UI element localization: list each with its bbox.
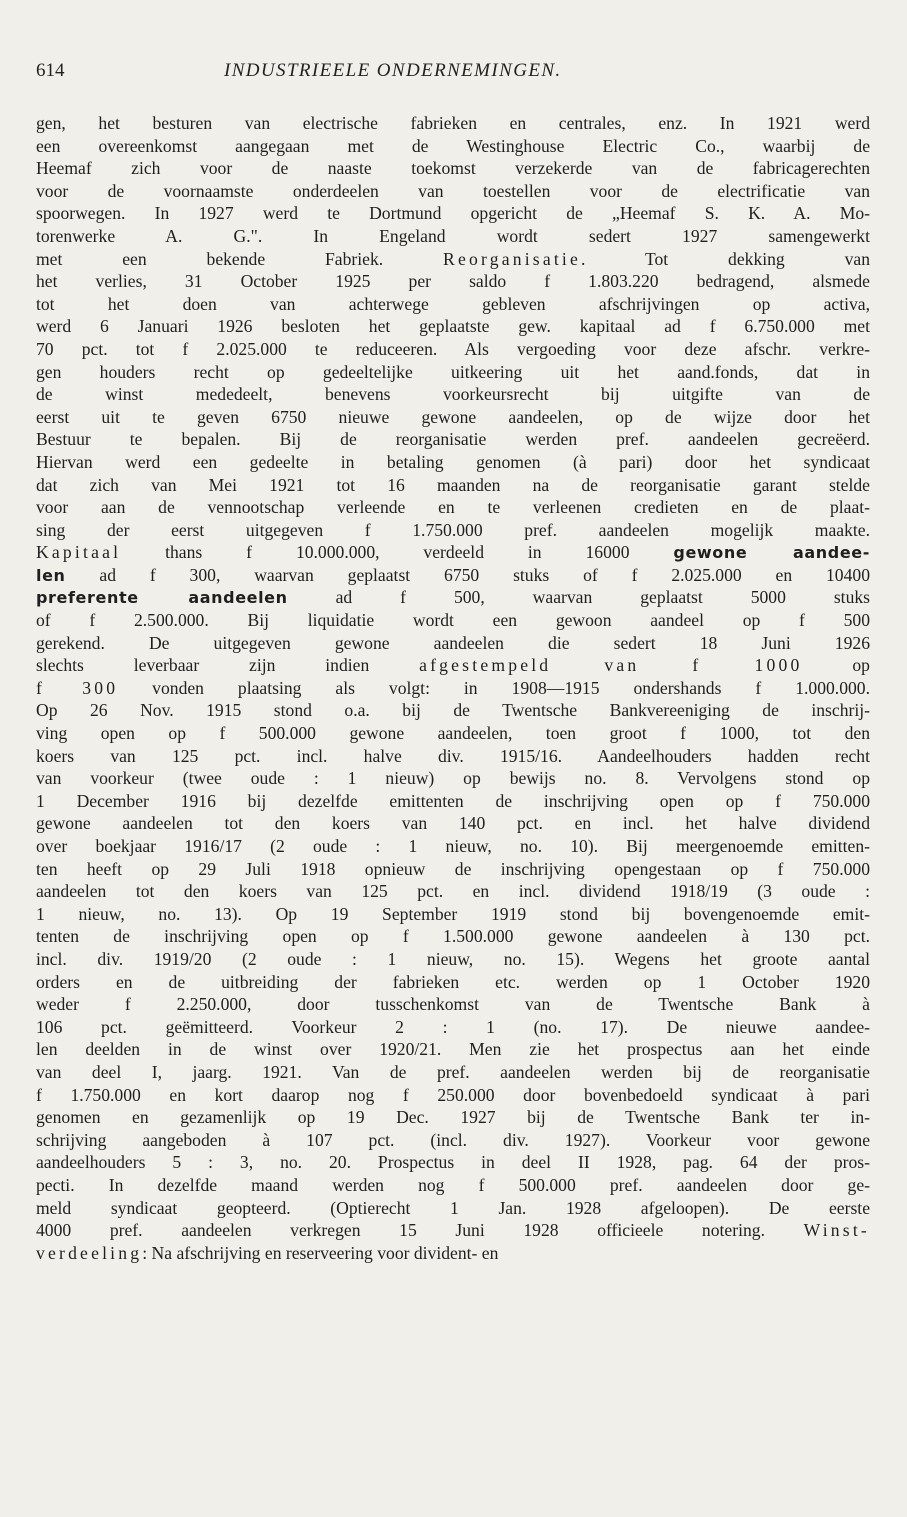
text-line: van voorkeur (twee oude : 1 nieuw) op bewijs no. 8. Vervolgens stond op [36,768,870,789]
text-line: tenten de inschrijving open op f 1.500.000 gewone aandeelen à 130 pct. [36,926,870,947]
text-line: len ad f 300, waarvan geplaatst 6750 stuks of f 2.025.000 en 10400 [36,564,870,585]
text-line: 70 pct. tot f 2.025.000 te reduceeren. Als vergoeding voor deze afschr. verkre- [36,338,870,359]
text-line: voor aan de vennootschap verleende en te verleenen credieten en de plaat- [36,497,870,518]
bold-heading: gewone aandee- [673,543,870,563]
text-line: orders en de uitbreiding der fabrieken etc. werden op 1 October 1920 [36,971,870,992]
text-line: incl. div. 1919/20 (2 oude : 1 nieuw, no. 15). Wegens het groote aantal [36,948,870,969]
text-line: sing der eerst uitgegeven f 1.750.000 pref. aandeelen mogelijk maakte. [36,519,870,540]
text-line: gen, het besturen van electrische fabrieken en centrales, enz. In 1921 werd [36,113,870,133]
bold-heading: preferente aandeelen [36,588,288,608]
text-line: weder f 2.250.000, door tusschenkomst van de Twentsche Bank à [36,994,870,1015]
text-line: f 300 vonden plaatsing als volgt: in 1908—1915 ondershands f 1.000.000. [36,677,870,698]
text-line: f 1.750.000 en kort daarop nog f 250.000 door bovenbedoeld syndicaat à pari [36,1084,870,1105]
text-line: preferente aandeelen ad f 500, waarvan geplaatst 5000 stuks [36,587,870,608]
text-line: gen houders recht op gedeeltelijke uitkeering uit het aand.fonds, dat in [36,361,870,382]
body-text [36,112,870,1264]
text-line: of f 2.500.000. Bij liquidatie wordt een gewoon aandeel op f 500 [36,610,870,631]
text-line: over boekjaar 1916/17 (2 oude : 1 nieuw, no. 10). Bij meergenoemde emitten- [36,836,870,856]
text-line: het verlies, 31 October 1925 per saldo f 1.803.220 bedragend, alsmede [36,271,870,292]
text-line: spoorwegen. In 1927 werd te Dortmund opgericht de „Heemaf S. K. A. Mo- [36,203,870,224]
text-line: eerst uit te geven 6750 nieuwe gewone aandeelen, op de wijze door het [36,406,870,427]
text-line: voor de voornaamste onderdeelen van toestellen voor de electrificatie van [36,180,870,201]
running-title: INDUSTRIEELE ONDERNEMINGEN. [224,60,562,81]
bold-heading: len [36,565,66,585]
text-line: genomen en gezamenlijk op 19 Dec. 1927 bij de Twentsche Bank ter in- [36,1107,870,1128]
text-line: verdeeling: Na afschrijving en reserveering voor divident- en [36,1242,499,1263]
text-line: de winst mededeelt, benevens voorkeursrecht bij uitgifte van de [36,384,870,405]
text-line: van deel I, jaarg. 1921. Van de pref. aandeelen werden bij de reorganisatie [36,1061,870,1082]
spaced-emphasis: Reorganisatie [443,248,582,269]
spaced-emphasis: verdeeling [36,1242,143,1263]
text-line: len deelden in de winst over 1920/21. Men zie het prospectus aan het einde [36,1039,870,1060]
text-line: Kapitaal thans f 10.000.000, verdeeld in 16000 gewone aandee- [36,542,870,563]
text-line: gewone aandeelen tot den koers van 140 pct. en incl. het halve dividend [36,813,870,834]
text-line: dat zich van Mei 1921 tot 16 maanden na de reorganisatie garant stelde [36,474,870,495]
text-line: 4000 pref. aandeelen verkregen 15 Juni 1928 officieele notering. Winst- [36,1220,870,1241]
spaced-emphasis: Winst- [803,1220,870,1241]
text-line: aandeelhouders 5 : 3, no. 20. Prospectus in deel II 1928, pag. 64 der pros- [36,1152,870,1173]
text-line: slechts leverbaar zijn indien afgestempeld van f 1000 op [36,655,870,676]
text-line: werd 6 Januari 1926 besloten het geplaatste gew. kapitaal ad f 6.750.000 met [36,316,870,337]
text-line: 1 nieuw, no. 13). Op 19 September 1919 stond bij bovengenoemde emit- [36,903,870,924]
text-line: Hiervan werd een gedeelte in betaling genomen (à pari) door het syndicaat [36,451,870,472]
text-line: torenwerke A. G.". In Engeland wordt sedert 1927 samengewerkt [36,225,870,246]
spaced-emphasis: afgestempeld van f 1000 [419,655,803,676]
text-line: met een bekende Fabriek. Reorganisatie. Tot dekking van [36,248,870,269]
text-line: tot het doen van achterwege gebleven afschrijvingen op activa, [36,293,870,314]
text-line: schrijving aangeboden à 107 pct. (incl. div. 1927). Voorkeur voor gewone [36,1129,870,1150]
text-line: gerekend. De uitgegeven gewone aandeelen die sedert 18 Juni 1926 [36,632,870,653]
text-line: Heemaf zich voor de naaste toekomst verzekerde van de fabricagerechten [36,158,870,179]
page-number: 614 [36,60,65,81]
text-line: 1 December 1916 bij dezelfde emittenten de inschrijving open op f 750.000 [36,790,870,811]
spaced-emphasis: Kapitaal [36,542,122,563]
text-line: een overeenkomst aangegaan met de Westinghouse Electric Co., waarbij de [36,135,870,156]
text-line: aandeelen tot den koers van 125 pct. en incl. dividend 1918/19 (3 oude : [36,881,870,902]
text-line: Bestuur te bepalen. Bij de reorganisatie werden pref. aandeelen gecreëerd. [36,429,870,450]
text-line: meld syndicaat geopteerd. (Optierecht 1 Jan. 1928 afgeloopen). De eerste [36,1197,870,1218]
page-header [36,60,876,88]
text-line: koers van 125 pct. incl. halve div. 1915/16. Aandeelhouders hadden recht [36,745,870,766]
text-line: 106 pct. geëmitteerd. Voorkeur 2 : 1 (no. 17). De nieuwe aandee- [36,1016,870,1037]
text-line: pecti. In dezelfde maand werden nog f 500.000 pref. aandeelen door ge- [36,1174,870,1195]
text-line: Op 26 Nov. 1915 stond o.a. bij de Twentsche Bankvereeniging de inschrij- [36,700,870,721]
text-line: ten heeft op 29 Juli 1918 opnieuw de inschrijving opengestaan op f 750.000 [36,858,870,879]
spaced-emphasis: f 300 [36,677,119,698]
text-line: ving open op f 500.000 gewone aandeelen, toen groot f 1000, tot den [36,723,870,744]
